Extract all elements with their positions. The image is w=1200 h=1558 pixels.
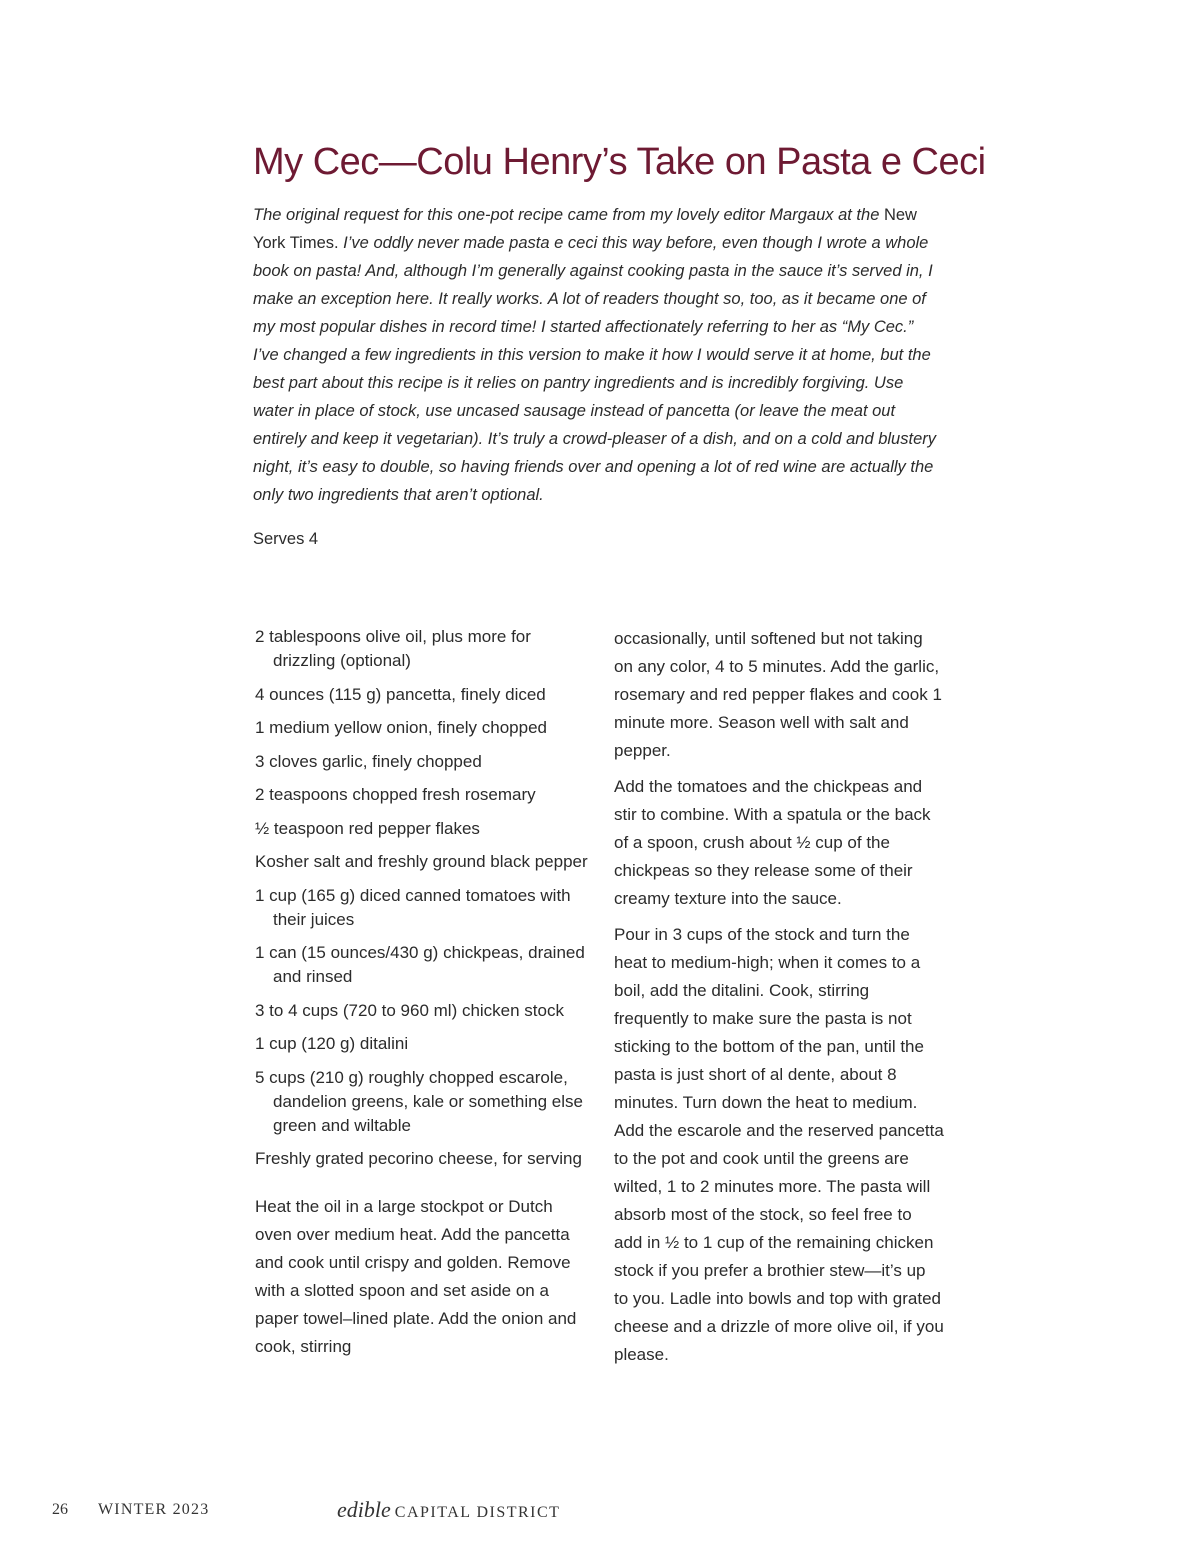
ingredient-item: 2 teaspoons chopped fresh rosemary [255, 785, 536, 804]
intro-text-part1: The original request for this one-pot recipe came from my lovely editor Margaux at the [253, 206, 880, 224]
page-number: 26 [52, 1501, 68, 1518]
ingredient-item: Kosher salt and freshly ground black pepper [255, 852, 588, 871]
ingredient-item: 1 cup (120 g) ditalini [255, 1034, 409, 1053]
ingredient-item: 1 cup (165 g) diced canned tomatoes with their juices [255, 885, 571, 929]
magazine-name-edible: edible [337, 1497, 391, 1522]
ingredient-item: Freshly grated pecorino cheese, for serving [255, 1149, 582, 1168]
recipe-title: My Cec—Colu Henry’s Take on Pasta e Ceci [253, 141, 986, 183]
method-step-1-end: occasionally, until softened but not taking on any color, 4 to 5 minutes. Add the garlic, rosemary and red pepper flakes and cook 1 minute more. Season well with salt and pepper. [614, 629, 942, 760]
method-step-2: Add the tomatoes and the chickpeas and stir to combine. With a spatula or the back of a spoon, crush about ½ cup of the chickpeas so they release some of their creamy texture into the sauce. [614, 777, 931, 908]
magazine-region: CAPITAL DISTRICT [394, 1504, 561, 1521]
magazine-logo [337, 1497, 560, 1523]
left-column [255, 625, 590, 1369]
ingredient-item: 1 medium yellow onion, finely chopped [255, 718, 548, 737]
ingredient-item: 3 cloves garlic, finely chopped [255, 751, 482, 771]
ingredient-item: 4 ounces (115 g) pancetta, finely diced [255, 684, 546, 704]
right-column [614, 625, 944, 1377]
ingredient-item: ½ teaspoon red pepper flakes [255, 818, 480, 838]
page-footer [52, 1497, 561, 1522]
ingredients-list [255, 625, 590, 1171]
ingredient-item: 3 to 4 cups (720 to 960 ml) chicken stock [255, 1000, 564, 1020]
intro-publication: New York Times. [253, 206, 917, 252]
ingredient-item: 1 can (15 ounces/430 g) chickpeas, drained and rinsed [255, 943, 585, 986]
recipe-intro [253, 201, 943, 509]
ingredient-item: 5 cups (210 g) roughly chopped escarole, dandelion greens, kale or something else green and wiltable [255, 1067, 583, 1135]
intro-text-part2: I’ve oddly never made pasta e ceci this way before, even though I wrote a whole book on pasta! And, although I’m generally against cooking pasta in the sauce it’s served in, I make an exception here. It really works. A lot of readers thought so, too, as it became one of my most popular dishes in record time! I started affectionately referring to her as “My Cec.” I’ve changed a few ingredients in this version to make it how I would serve it at home, but the best part about this recipe is it relies on pantry ingredients and is incredibly forgiving. Use water in place of stock, use uncased sausage instead of pancetta (or leave the meat out entirely and keep it vegetarian). It’s truly a crowd-pleaser of a dish, and on a cold and blustery night, it’s easy to double, so having friends over and opening a lot of red wine are actually the only two ingredients that aren’t optional. [253, 234, 936, 504]
ingredient-item: 2 tablespoons olive oil, plus more for drizzling (optional) [255, 627, 531, 670]
method-step-3: Pour in 3 cups of the stock and turn the heat to medium-high; when it comes to a boil, add the ditalini. Cook, stirring frequently to make sure the pasta is not sticking to the bottom of the pan, until the pasta is just short of al dente, about 8 minutes. Turn down the heat to medium. Add the escarole and the reserved pancetta to the pot and cook until the greens are wilted, 1 to 2 minutes more. The pasta will absorb most of the stock, so feel free to add in ½ to 1 cup of the remaining chicken stock if you prefer a brothier stew—it’s up to you. Ladle into bowls and top with grated cheese and a drizzle of more olive oil, if you please. [614, 925, 944, 1364]
issue-season: WINTER 2023 [98, 1501, 210, 1518]
serves-count: Serves 4 [253, 530, 319, 548]
method-step-1-start: Heat the oil in a large stockpot or Dutch oven over medium heat. Add the pancetta and cook until crispy and golden. Remove with a slotted spoon and set aside on a paper towel–lined plate. Add the onion and cook, stirring [255, 1197, 577, 1356]
